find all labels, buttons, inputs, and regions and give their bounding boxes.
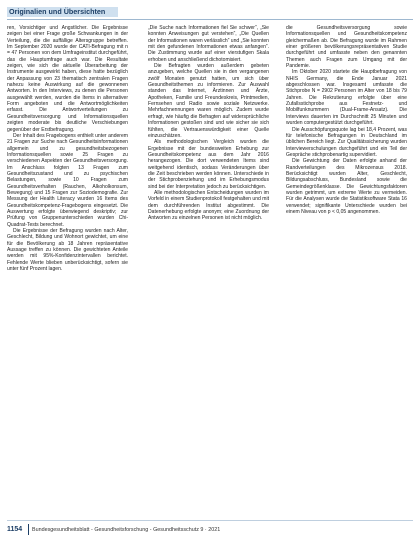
paragraph: Die Ausschöpfungsquote lag bei 18,4 Prozent, was für telefonische Befragungen in Deutschland im üblichen Bereich liegt. Zur Qualitätssicherung wurden Interviewerschulungen durchgeführt und ein Teil der Gespräche stichprobenartig supervidiert. — [286, 126, 407, 158]
paragraph: Die Ergebnisse der Befragung wurden nach Alter, Geschlecht, Bildung und Wohnort gewichtet, um eine für die Bevölkerung ab 18 Jahren repräsentative Aussage treffen zu können. Die gewichteten Anteile werden mit 95%-Konfidenzintervallen berichtet. Fehlende Werte blieben unberücksichtigt, sofern sie unter fünf Prozent lagen. — [7, 228, 128, 273]
paragraph: die Gesundheitsversorgung sowie Informationsquellen und Gesundheitskompetenz gleichermaßen ab. Die Befragung wurde im Rahmen einer größeren bevölkerungsrepräsentativen Studie durchgeführt und umfasste neben den genannten Themen auch Fragen zum Umgang mit der Pandemie. — [286, 25, 407, 70]
paragraph: Im Oktober 2020 startete die Hauptbefragung von NHIS Germany, die Ende Januar 2021 abgeschlossen war. Insgesamt umfasste die Stichprobe N = 2902 Personen im Alter von 18 bis 79 Jahren. Die Rekrutierung erfolgte über eine Zufallsstichprobe aus Festnetz- und Mobilfunknummern (Dual-Frame-Ansatz). Die Interviews dauerten im Durchschnitt 25 Minuten und wurden computergestützt durchgeführt. — [286, 69, 407, 127]
paragraph: ren, Vorsichtiger und Ängstlicher. Die Ergebnisse zeigen bei einer Frage große Schwankungen in der Verteilung, die die auffällige Altersgruppe betreffen. Im September 2020 wurde der CATI-Befragung mit n = 47 Personen von dem Umfrageinstitut durchgeführt, das die Hauptumfrage auch war. Die Resultate zeigen, wie sich die aktuelle Überarbeitung der Instrumente ausgewirkt haben, diese hatte bezüglich der Anpassung von 23 thematisch zentralen Fragen nahezu keine Auswirkung auf die gewonnenen Antworten. In den Interviews, zu denen die Personen ausgewählt werden, wurden die Items in alternativer Form angeboten und die Antwortmöglichkeiten erfasst. Die Antwortverteilungen zu Gesundheitsversorgung und Informationsquellen zeigten moderate bis deutliche Verschiebungen gegenüber der Erstbefragung. — [7, 25, 128, 133]
footer-separator — [28, 524, 29, 535]
text-column-2 — [148, 25, 269, 512]
page-number: 1154 — [7, 526, 23, 533]
paragraph: „Die Suche nach Informationen fiel Sie schwer“, „Sie konnten Anweisungen gut verstehen“, „Die Quellen der Informationen waren verlässlich“ und „Sie konnten mit den gefundenen Informationen etwas anfangen“. Die Zustimmung wurde auf einer vierstufigen Skala erhoben und anschließend dichotomisiert. — [148, 25, 269, 63]
journal-title: Bundesgesundheitsblatt - Gesundheitsforschung - Gesundheitsschutz 9 · 2021 — [32, 527, 221, 533]
header-rule — [7, 19, 413, 20]
paragraph: Als methodologischen Vergleich wurden die Ergebnisse mit der bundesweiten Erhebung zur Gesundheitskompetenz aus dem Jahr 2016 herangezogen. Die dort verwendeten Items sind weitgehend identisch, sodass Veränderungen über die Zeit beschrieben werden können. Unterschiede in der Stichprobenziehung und im Erhebungsmodus sind bei der Interpretation jedoch zu berücksichtigen. — [148, 139, 269, 190]
section-label: Originalien und Übersichten — [7, 7, 118, 17]
text-column-1 — [7, 25, 128, 512]
paragraph: Die Gewichtung der Daten erfolgte anhand der Randverteilungen des Mikrozensus 2018. Berücksichtigt wurden Alter, Geschlecht, Bildungsabschluss, Bundesland sowie die Gemeindegrößenklasse. Die Gewichtungsfaktoren wurden getrimmt, um extreme Werte zu vermeiden. Für die Analysen wurde die Statistiksoftware Stata 16 verwendet; signifikante Unterschiede wurden bei einem Niveau von p < 0,05 angenommen. — [286, 158, 407, 215]
paragraph: Die Befragten wurden außerdem gebeten anzugeben, welche Quellen sie in den vergangenen zwölf Monaten genutzt hatten, um sich über Gesundheitsthemen zu informieren. Zur Auswahl standen das Internet, Ärztinnen und Ärzte, Apotheken, Familie und Freundeskreis, Printmedien, Fernsehen und Radio sowie soziale Netzwerke. Mehrfachnennungen waren möglich. Zudem wurde erfragt, wie häufig die Befragten auf widersprüchliche Informationen gestoßen sind und wie sicher sie sich fühlten, die Vertrauenswürdigkeit einer Quelle einzuschätzen. — [148, 63, 269, 139]
text-column-3 — [286, 25, 407, 512]
footer-rule — [7, 520, 413, 521]
paragraph: Alle methodologischen Entscheidungen wurden im Vorfeld in einem Studienprotokoll festgehalten und mit dem durchführenden Institut abgestimmt. Die Datenerhebung erfolgte anonym; eine Zuordnung der Antworten zu einzelnen Personen ist nicht möglich. — [148, 189, 269, 222]
page-header — [0, 0, 413, 20]
paragraph: Der Inhalt des Fragebogens enthielt unter anderem 21 Fragen zur Suche nach Gesundheitsinformationen allgemein und zu gesundheitsbezogenen Informationsquellen sowie 25 Fragen zu verschiedenen Aspekten der Gesundheitsversorgung. Im Anschluss folgten 13 Fragen zum Gesundheitszustand und zu psychischen Belastungen, sowie 10 Fragen zum Gesundheitsverhalten (Rauchen, Alkoholkonsum, Bewegung) und 15 Fragen zur Soziodemografie. Zur Messung der Health Literacy wurden 16 Items des Gesundheitskompetenz-Fragebogens eingesetzt. Die Auswertung erfolgte überwiegend deskriptiv; zur Prüfung von Gruppenunterschieden wurden Chi-Quadrat-Tests berechnet. — [7, 132, 128, 228]
